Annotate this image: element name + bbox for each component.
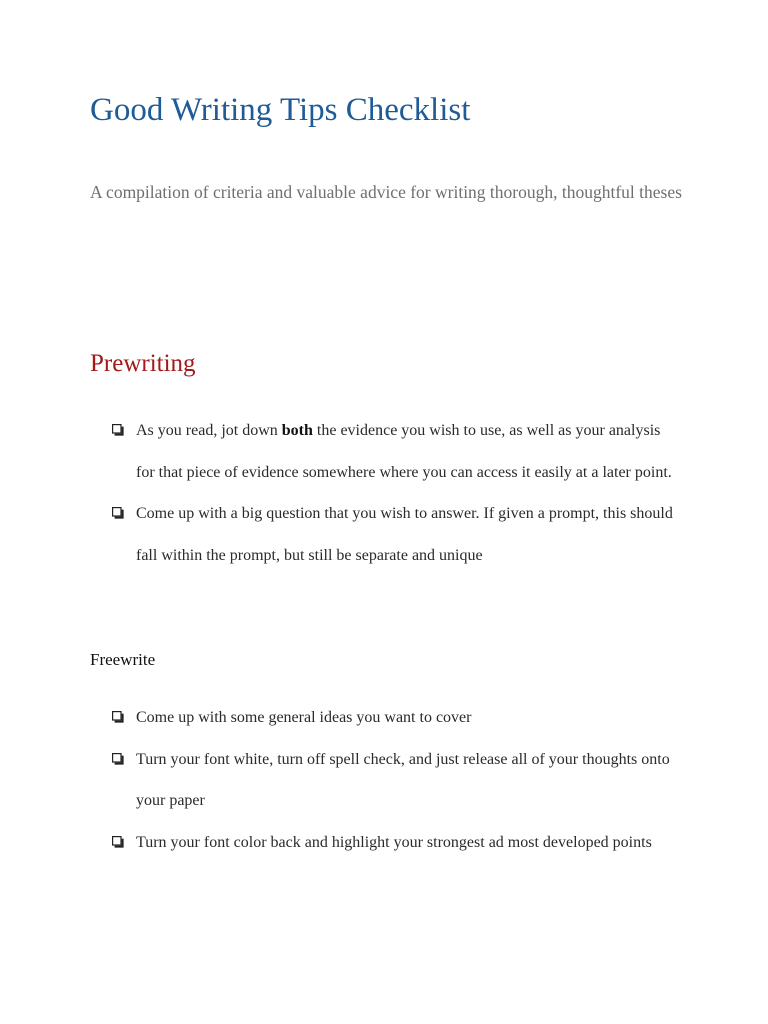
checklist-item-text: Come up with some general ideas you want to cover bbox=[136, 709, 472, 726]
checkbox-icon bbox=[112, 507, 124, 519]
checklist-item bbox=[112, 739, 682, 822]
prewriting-checklist bbox=[112, 410, 682, 577]
checkbox-icon bbox=[112, 424, 124, 436]
document-subtitle: A compilation of criteria and valuable advice for writing thorough, thoughtful theses bbox=[90, 182, 682, 202]
checklist-item bbox=[112, 410, 682, 493]
checkbox-icon bbox=[112, 711, 124, 723]
checklist-item-text: Turn your font white, turn off spell check, and just release all of your thoughts onto your paper bbox=[136, 750, 670, 810]
emphasis-text: both bbox=[281, 422, 313, 439]
checklist-item bbox=[112, 697, 682, 739]
freewrite-heading: Freewrite bbox=[90, 650, 156, 669]
checklist-item-text-start: As you read, jot down bbox=[136, 422, 282, 439]
checkbox-icon bbox=[112, 836, 124, 848]
checklist-item bbox=[112, 493, 682, 576]
checklist-item-text: Turn your font color back and highlight your strongest ad most developed points bbox=[136, 834, 652, 852]
prewriting-heading: Prewriting bbox=[90, 350, 196, 377]
checkbox-icon bbox=[112, 753, 124, 765]
checklist-item-text: Come up with a big question that you wish to answer. If given a prompt, this should fall within the prompt, but still be separate and unique bbox=[136, 505, 673, 565]
document-title: Good Writing Tips Checklist bbox=[90, 92, 471, 128]
freewrite-checklist bbox=[112, 697, 682, 864]
checklist-item bbox=[112, 822, 682, 864]
checklist-item-text-end: the evidence you wish to use, as well as your analysis for that piece of evidence somewhere where you can access it easily at a later point. bbox=[136, 422, 672, 481]
